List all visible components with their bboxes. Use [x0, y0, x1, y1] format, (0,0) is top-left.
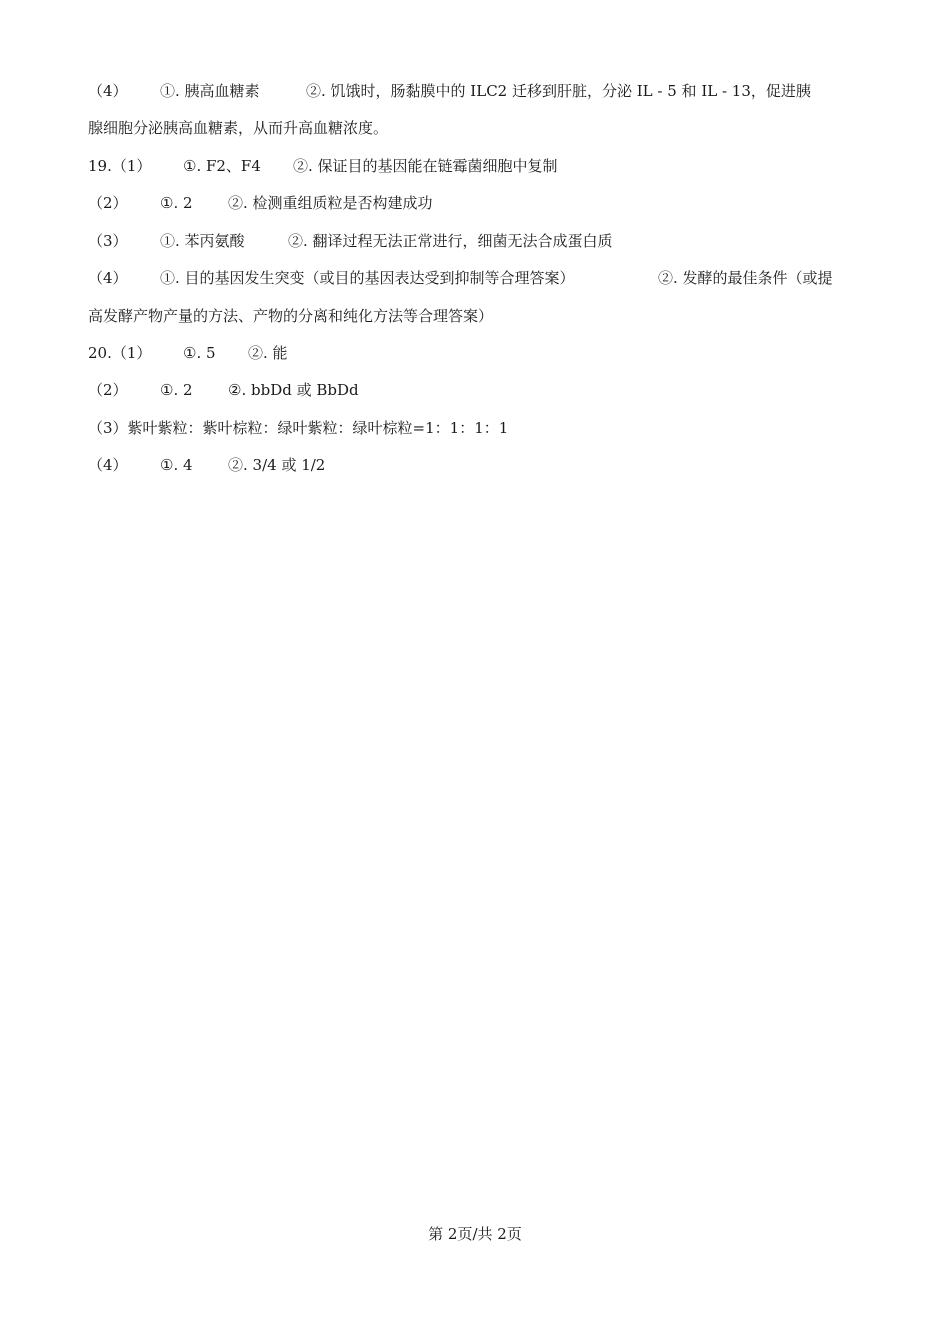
answer-19-4-line2: [88, 306, 493, 326]
answer-part-2: ②. 发酵的最佳条件（或提: [658, 269, 833, 287]
answer-part-1: ①. 胰高血糖素: [160, 82, 260, 100]
answer-continuation: 高发酵产物产量的方法、产物的分离和纯化方法等合理答案）: [88, 307, 494, 325]
answer-18-4-line2: [88, 118, 388, 138]
answer-part-1: ①. 目的基因发生突变（或目的基因表达受到抑制等合理答案）: [160, 269, 575, 287]
answer-part-2: ②. 检测重组质粒是否构建成功: [228, 194, 433, 212]
sub-question-number: （4）: [88, 269, 128, 287]
answer-part-1: ①. F2、F4: [183, 157, 261, 175]
sub-question-number: （4）: [88, 456, 128, 474]
answer-part-2: ②. 翻译过程无法正常进行，细菌无法合成蛋白质: [288, 232, 613, 250]
page-footer: 第 2页/共 2页: [428, 1225, 522, 1243]
answer-part-2: ②. 能: [248, 344, 288, 362]
answer-19-3: [88, 231, 613, 251]
answer-20-4: [88, 455, 325, 475]
answer-19-4-line1: [88, 268, 833, 288]
answer-19-2: [88, 193, 433, 213]
answer-continuation: 腺细胞分泌胰高血糖素，从而升高血糖浓度。: [88, 119, 389, 137]
answer-part-1: ①. 2: [160, 194, 193, 212]
question-number: 20.（1）: [88, 344, 152, 362]
answer-18-4-line1: [88, 81, 811, 101]
answer-part-2: ②. 3/4 或 1/2: [228, 456, 326, 474]
answer-part-1: ①. 5: [183, 344, 216, 362]
answer-20-3: [88, 418, 508, 438]
answer-part-2: ②. 饥饿时，肠黏膜中的 ILC2 迁移到肝脏，分泌 IL - 5 和 IL - 13，促进胰: [306, 82, 811, 100]
sub-question-number: （4）: [88, 82, 128, 100]
answer-part-1: ①. 苯丙氨酸: [160, 232, 245, 250]
answer-text: （3）紫叶紫粒：紫叶棕粒：绿叶紫粒：绿叶棕粒=1：1：1：1: [88, 419, 509, 437]
sub-question-number: （3）: [88, 232, 128, 250]
answer-part-2: ②. 保证目的基因能在链霉菌细胞中复制: [293, 157, 558, 175]
answer-19-1: [88, 156, 558, 176]
sub-question-number: （2）: [88, 381, 128, 399]
answer-part-1: ①. 4: [160, 456, 193, 474]
question-number: 19.（1）: [88, 157, 152, 175]
answer-part-2: ②. bbDd 或 BbDd: [228, 381, 359, 399]
answer-20-2: [88, 380, 359, 400]
sub-question-number: （2）: [88, 194, 128, 212]
answer-part-1: ①. 2: [160, 381, 193, 399]
answer-20-1: [88, 343, 288, 363]
